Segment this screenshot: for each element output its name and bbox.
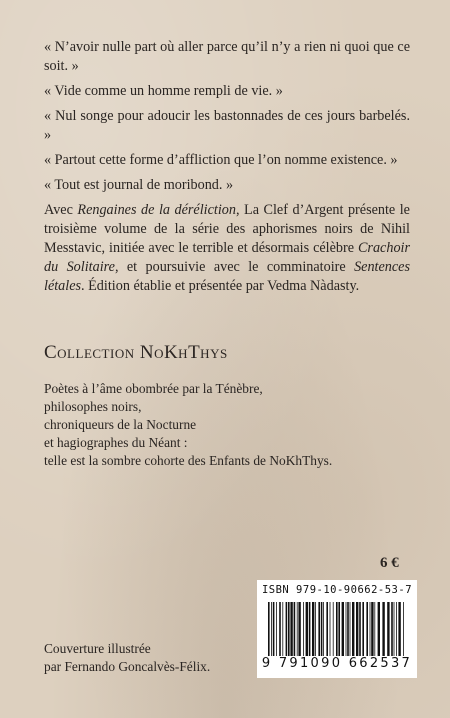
collection-line-1: Poètes à l’âme obombrée par la Ténèbre, <box>44 381 263 396</box>
barcode-bar <box>391 602 393 660</box>
isbn-label: ISBN 979-10-90662-53-7 <box>261 584 413 596</box>
barcode-bar <box>321 602 323 660</box>
barcode-bar <box>294 602 296 660</box>
barcode-bar <box>352 602 354 660</box>
barcode-bar <box>268 602 270 660</box>
barcode-bar <box>359 602 361 660</box>
isbn-barcode <box>257 580 417 678</box>
barcode-bar <box>306 602 308 660</box>
barcode-bar <box>350 602 351 660</box>
barcode-bar <box>366 602 368 660</box>
barcode-bar <box>356 602 358 660</box>
barcode-bar <box>346 602 347 660</box>
barcode-bar <box>288 602 290 660</box>
barcode-bar <box>273 602 275 660</box>
barcode-bar <box>382 602 384 660</box>
barcode-bar <box>374 602 375 660</box>
barcode-bar <box>378 602 380 660</box>
barcode-bar <box>276 602 277 660</box>
cover-credit <box>44 640 210 676</box>
price: 6 € <box>380 555 399 571</box>
barcode-bar <box>312 602 314 660</box>
collection-line-3: chroniqueurs de la Nocturne <box>44 417 197 432</box>
blurb <box>44 38 410 296</box>
description-text-1: Avec <box>44 202 78 218</box>
barcode-bar <box>309 602 311 660</box>
credit-line-2: par Fernando Goncalvès-Félix. <box>44 659 211 674</box>
barcode-bar <box>290 602 292 660</box>
barcode-bar <box>303 602 304 660</box>
barcode-bar <box>371 602 373 660</box>
barcode-bar <box>403 602 404 660</box>
quote-1: « N’avoir nulle part où aller parce qu’il n’y a rien ni quoi que ce soit. » <box>44 39 410 74</box>
barcode-bar <box>347 602 349 660</box>
book-title-crachoir: Crachoir du Solitaire <box>44 240 410 275</box>
barcode-bar <box>394 602 395 660</box>
barcode-bar <box>342 602 344 660</box>
barcode-bar <box>297 602 298 660</box>
barcode-bar <box>271 602 272 660</box>
barcode-bar <box>282 602 283 660</box>
description-text-4: . Édition établie et présentée par Vedma Nàdasty. <box>81 278 360 294</box>
barcode-bar <box>398 602 400 660</box>
barcode-bar <box>330 602 331 660</box>
description-paragraph <box>44 201 410 296</box>
barcode-bar <box>336 602 338 660</box>
collection-description <box>44 380 414 470</box>
quote-5: « Tout est journal de moribond. » <box>44 177 234 193</box>
barcode-bar <box>286 602 288 660</box>
description-text-2: , La Clef d’Argent présente le troisième volume de la série des aphorismes noirs de Nihil Messtavic, initiée avec le terrible et désormais célèbre <box>44 202 410 256</box>
quote-2: « Vide comme un homme rempli de vie. » <box>44 83 283 99</box>
barcode-bar <box>387 602 389 660</box>
barcode-bar <box>396 602 397 660</box>
barcode-bar <box>298 602 300 660</box>
book-title-rengaines: Rengaines de la déréliction <box>77 202 236 218</box>
description-text-3: , et poursuivie avec le comminatoire <box>114 259 355 275</box>
barcode-bar <box>362 602 364 660</box>
collection-line-2: philosophes noirs, <box>44 399 142 414</box>
collection-title: Collection NoKhThys <box>44 342 228 363</box>
barcode-bar <box>315 602 316 660</box>
barcode-bar <box>326 602 328 660</box>
collection-line-5: telle est la sombre cohorte des Enfants de NoKhThys. <box>44 453 333 468</box>
credit-line-1: Couverture illustrée <box>44 641 151 656</box>
book-title-sentences: Sentences létales <box>44 259 410 294</box>
barcode-bar <box>323 602 324 660</box>
barcode-bar <box>338 602 340 660</box>
barcode-bar <box>333 602 334 660</box>
barcode-bars <box>267 602 407 660</box>
barcode-bar <box>279 602 281 660</box>
barcode-bar <box>370 602 371 660</box>
quote-4: « Partout cette forme d’affliction que l’on nomme existence. » <box>44 152 398 168</box>
collection-line-4: et hagiographes du Néant : <box>44 435 188 450</box>
barcode-bar <box>318 602 320 660</box>
barcode-digits: 9 791090 662537 <box>257 656 417 671</box>
quote-3: « Nul songe pour adoucir les bastonnades de ces jours barbelés. » <box>44 108 410 143</box>
